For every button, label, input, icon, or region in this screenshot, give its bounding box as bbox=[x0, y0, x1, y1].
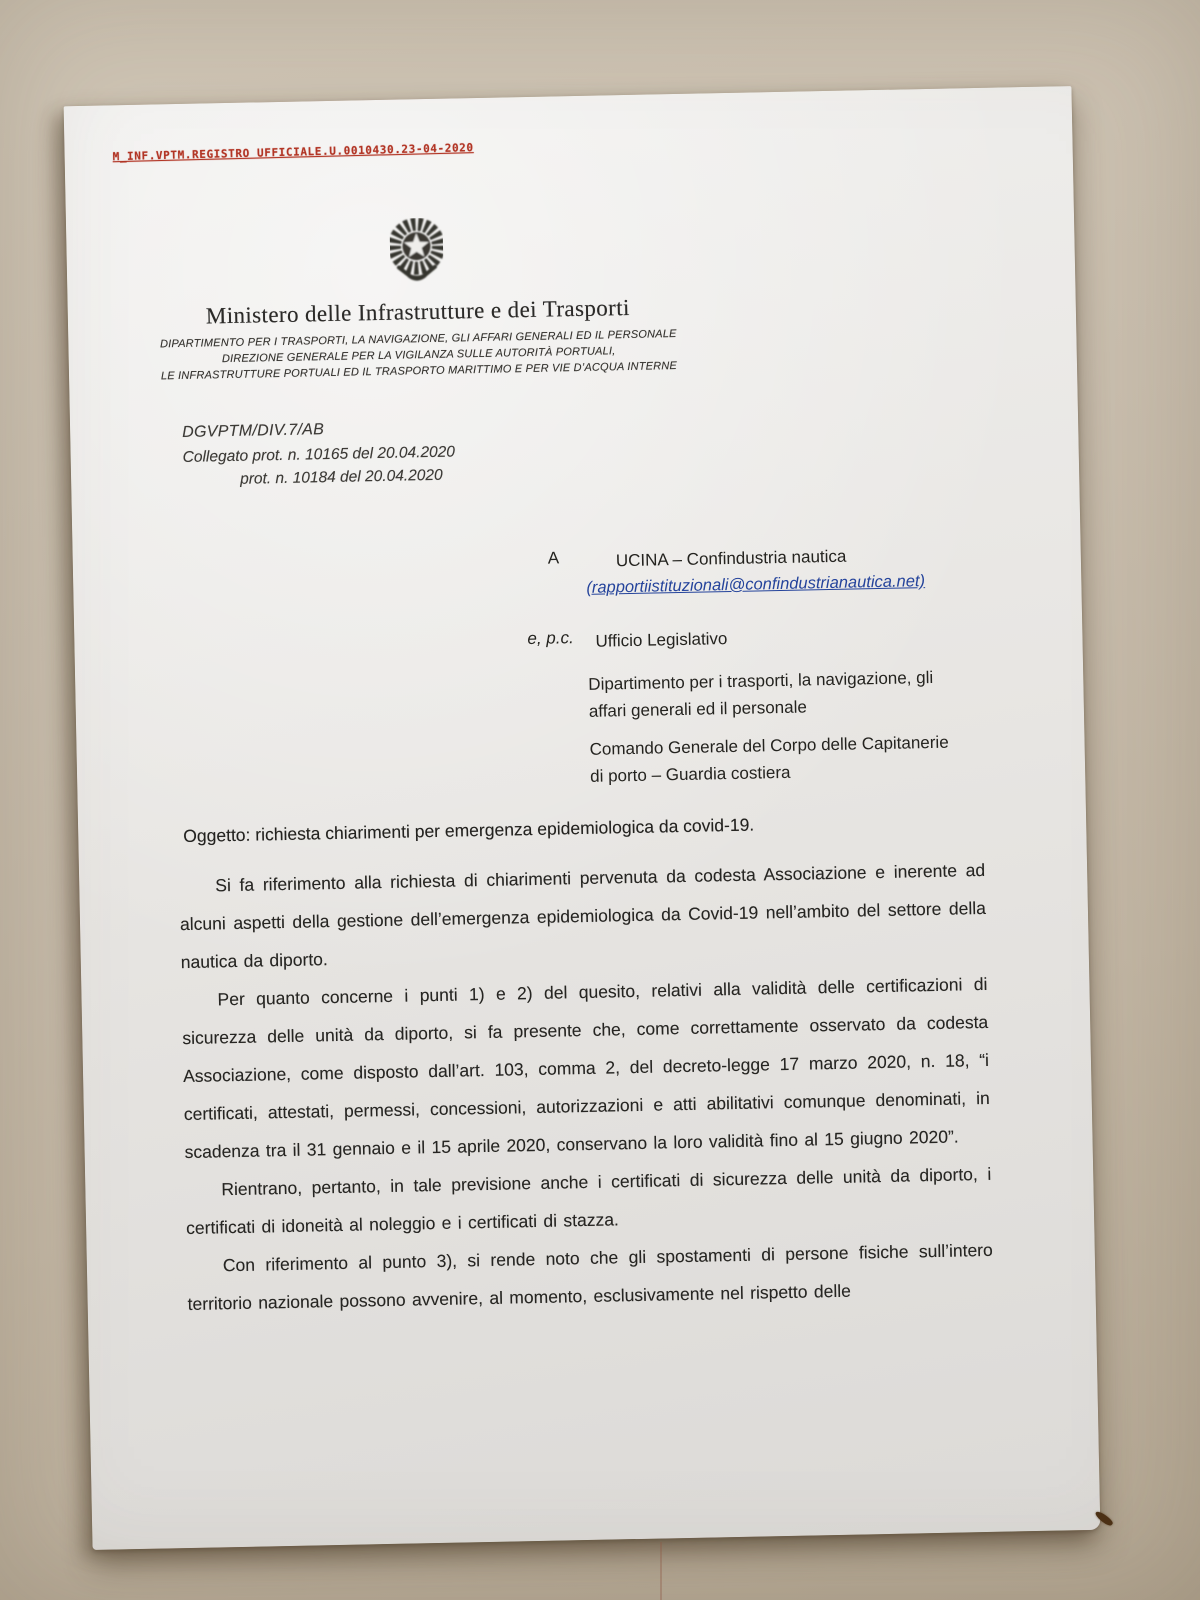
recipient-cc-2 bbox=[588, 663, 1001, 725]
recipient-cc-3-line-1: Comando Generale del Corpo delle Capitanerie bbox=[589, 732, 949, 759]
body-paragraph: Per quanto concerne i punti 1) e 2) del quesito, relativi alla validità delle certificazioni di sicurezza delle unità da diporto, si fa presente che, come correttamente osservato da codesta Associazione, come disposto dall’art. 103, comma 2, del decreto-legge 17 marzo 2020, n. 18, “i certificati, attestati, permessi, concessioni, autorizzazioni e atti abilitativi comunque denominati, in scadenza tra il 31 gennaio e il 15 aprile 2020, conservano la loro validità fino al 15 giugno 2020”. bbox=[182, 973, 990, 1163]
letterhead bbox=[146, 210, 689, 385]
department-line-1: DIPARTIMENTO PER I TRASPORTI, LA NAVIGAZIONE, GLI AFFARI GENERALI ED IL PERSONALE bbox=[159, 328, 677, 351]
ministry-title: Ministero delle Infrastrutture e dei Trasporti bbox=[205, 294, 631, 329]
internal-ref: DGVPTM/DIV.7/AB bbox=[182, 421, 325, 441]
recipient-to-email: (rapportiistituzionali@confindustrianautica.net) bbox=[586, 572, 926, 597]
italy-emblem-icon bbox=[381, 215, 453, 296]
department-line-2: DIREZIONE GENERALE PER LA VIGILANZA SULLE AUTORITÀ PORTUALI, bbox=[221, 345, 616, 366]
background-crease bbox=[660, 1542, 662, 1600]
linked-protocol: Collegato prot. n. 10165 del 20.04.2020 bbox=[182, 443, 456, 466]
recipient-cc-2-line-1: Dipartimento per i trasporti, la navigazione, gli bbox=[588, 667, 934, 694]
protocol-stamp: M_INF.VPTM.REGISTRO UFFICIALE.U.0010430.23-04-2020 bbox=[112, 141, 474, 164]
letter-paper bbox=[64, 86, 1101, 1550]
body-paragraph: Rientrano, pertanto, in tale previsione anche i certificati di sicurezza delle unità da diporto, i certificati di idoneità al noleggio e i certificati di stazza. bbox=[185, 1163, 992, 1239]
subject-line: Oggetto: richiesta chiarimenti per emergenza epidemiologica da covid-19. bbox=[183, 814, 755, 847]
recipient-cc-3-line-2: di porto – Guardia costiera bbox=[589, 762, 791, 786]
recipient-cc-3 bbox=[589, 728, 1002, 790]
recipients-block bbox=[518, 540, 1003, 792]
protocol-block bbox=[182, 418, 456, 489]
protocol-number: prot. n. 10184 del 20.04.2020 bbox=[239, 466, 443, 488]
recipient-to-label: A bbox=[547, 548, 560, 568]
body-paragraph: Si fa riferimento alla richiesta di chiarimenti pervenuta da codesta Associazione e inerente ad alcuni aspetti della gestione dell’emergenza epidemiologica da Covid-19 nell’ambito del settore della nautica da diporto. bbox=[179, 859, 987, 973]
letter-body bbox=[179, 851, 994, 1323]
recipient-to-name: UCINA – Confindustria nautica bbox=[615, 546, 847, 571]
recipient-cc-2-line-2: affari generali ed il personale bbox=[588, 697, 808, 721]
recipient-cc-label: e, p.c. bbox=[527, 628, 574, 649]
body-paragraph: Con riferimento al punto 3), si rende noto che gli spostamenti di persone fisiche sull’intero territorio nazionale possono avvenire, al momento, esclusivamente nel rispetto delle bbox=[187, 1239, 993, 1315]
department-line-3: LE INFRASTRUTTURE PORTUALI ED IL TRASPORTO MARITTIMO E PER VIE D’ACQUA INTERNE bbox=[160, 360, 678, 383]
recipient-cc-1: Ufficio Legislativo bbox=[595, 629, 728, 651]
